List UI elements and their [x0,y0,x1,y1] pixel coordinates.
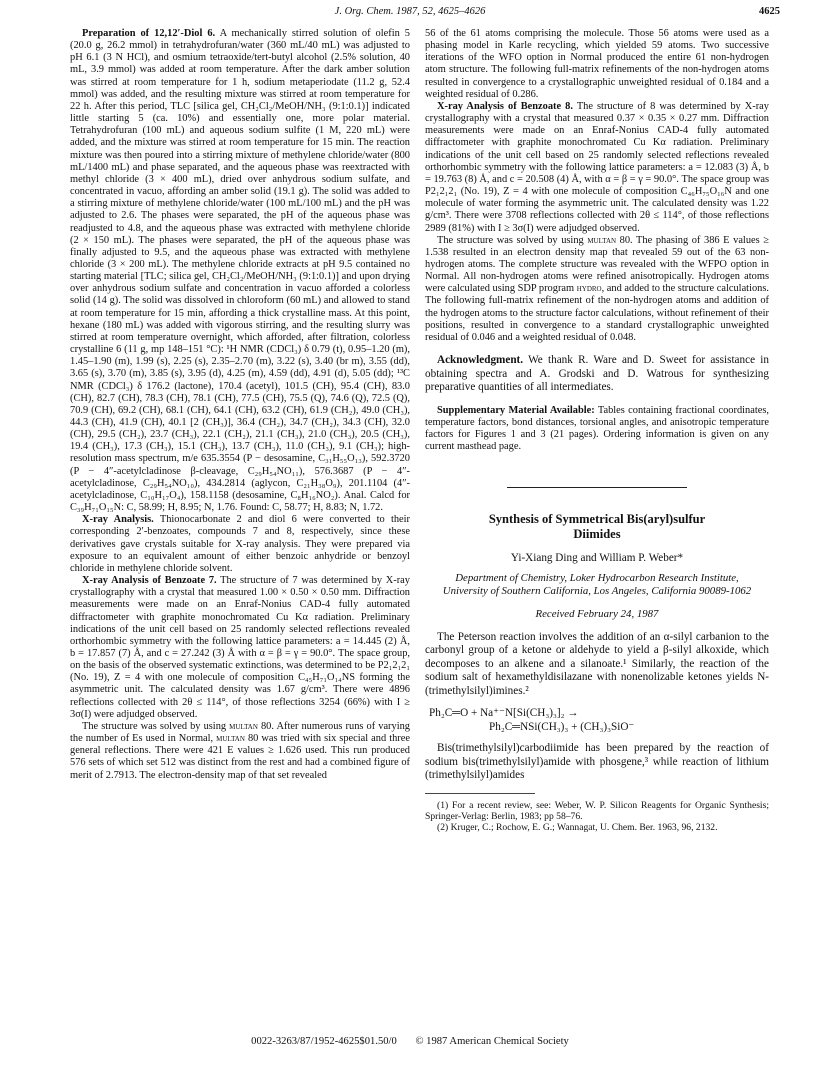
supplementary-text: Tables containing fractional coordinates, temperature factors, bond distances, torsional angles, and anisotropic temperature factors for Figures 1 and 3 (21 pages). Ordering information is given on any current masthead page. [425,404,769,453]
footnote-1: (1) For a recent review, see: Weber, W. P. Silicon Reagents for Organic Synthesis; Springer-Verlag: Berlin, 1983; pp 58–76. [425,799,769,822]
intro-paragraph: The Peterson reaction involves the addition of an α-silyl carbanion to the carbonyl group of a ketone or aldehyde to yield a β-silyl alkoxide, which decomposes to an alkene and a silanoate.¹ Similarly, the reaction of the sodium salt of hexamethyldisilazane with nonenolizable ketones yields N-(trimethylsilyl)imines.² [425,630,769,697]
supplementary-heading: Supplementary Material Available: [437,404,595,416]
acknowledgment-text: We thank R. Ware and D. Sweet for assistance in obtaining spectra and A. Grodski and D. Watrous for synthesizing preparative quantities of all intermediates. [425,354,769,394]
run-in-heading: X-ray Analysis of Benzoate 7. [82,575,217,587]
paragraph-structure-solution-8 [425,235,769,344]
acknowledgment-heading: Acknowledgment. [437,354,524,367]
right-column [425,28,769,833]
text-run: was tried with six special and three general reflections. There were 421 E values ≥ 1.626 used. This run produced 576 sets of which set 512 was distinct from the rest and had a combined figure of merit of 2.7913. The electron-density map of that set revealed [70,733,410,781]
article-authors: Yi-Xiang Ding and William P. Weber* [510,552,684,565]
equation-line-2: Ph₂C═NSi(CH₃)₃ + (CH₃)₃SiO⁻ [489,721,635,733]
paragraph-benzoate-7 [70,575,410,721]
equation-line-1: Ph₂C═O + Na⁺⁻N[Si(CH₃)₃]₂ → [429,707,579,719]
running-header [40,6,780,22]
acknowledgment [425,354,769,395]
reaction-equation [425,706,769,734]
paragraph-text: A mechanically stirred solution of olefin 5 (20.0 g, 26.2 mmol) in tetrahydrofuran/water (360 mL/40 mL) was adjusted to pH 6.1 (3 N HCl), and osmium tetraoxide/tert-butyl alcohol (2.5% solution, 40 mL, 3.9 mmol) was added at room temperature. After the dark amber solution was stirred at room temperature for 1 h, sodium metaperiodate (11.2 g, 52.4 mmol) was added, and the resulting mixture was stirred at room temperature for 22 h. After this period, TLC [silica gel, CH₂Cl₂/MeOH/NH₃ (9:1:0.1)] indicated little starting 5 (ca. 10%) and essentially one, more polar material. Tetrahydrofuran (100 mL) and aqueous sodium sulfite (1 M, 220 mL) were added, and the mixture was stirred at room temperature for 15 min. The reaction mixture was then poured into a stirring mixture of methylene chloride/water (800 mL/1400 mL) and phase separated, and the aqueous phase was reextracted with methyl chloride (3 × 400 mL), dried over anhydrous sodium sulfate, and concentrated in vacuo, affording an amber solid (19.1 g). The solid was added to a stirring mixture of methylene chloride/water (100 mL/100 mL) and the pH was adjusted to 2.6. The phases were separated, the pH of the aqueous phase was readjusted to 4.8, and the aqueous phase was extracted with methylene chloride (2 × 150 mL). The phases were separated, the pH of the aqueous phase was finally adjusted to 9.5, and the aqueous phase was extracted with methylene chloride (3 × 200 mL). The methylene chloride extracts at pH 9.5 contained no starting material [TLC; silica gel, CH₂Cl₂/MeOH/NH₃ (9:1:0.1)] and upon drying over anhydrous sodium sulfate and concentration in vacuo afforded a colorless solid (14 g). The solid was dissolved in chloroform (60 mL) and allowed to stand at room temperature for 15 min, affording a thick crystalline mass. At this point, hexane (180 mL) was added with vigorous stirring, and the resulting slurry was stirred at room temperature overnight, which afforded, after filtration, colorless crystalline 6 (11 g, mp 148–151 °C): ¹H NMR (CDCl₃) δ 0.79 (t), 0.95–1.20 (m), 1.45–1.90 (m), 1.99 (s), 2.25 (s), 2.35–2.70 (m), 3.22 (s), 3.40 (br m), 3.55 (dd), 3.65 (s), 3.70 (m), 3.85 (s), 3.95 (d), 4.25 (m), 4.59 (dd), 4.91 (d), 5.05 (dd); ¹³C NMR (CDCl₃) δ 176.2 (lactone), 170.4 (acetyl), 101.5 (CH), 95.4 (CH), 83.0 (CH), 82.7 (CH), 78.3 (CH), 78.1 (CH), 77.5 (CH), 75.5 (Q), 74.6 (Q), 72.5 (Q), 70.9 (CH), 69.2 (CH), 68.1 (CH), 64.1 (CH), 63.2 (CH), 61.9 (CH₂), 49.0 (CH₃), 44.3 (CH), 41.9 (CH), 40.1 [2 (CH₃)], 36.4 (CH₂), 34.7 (CH₂), 34.3 (CH), 32.0 (CH), 29.5 (CH₂), 23.7 (CH₃), 22.1 (CH₂), 21.1 (CH₃), 21.0 (CH₃), 20.5 (CH₃), 19.4 (CH₃), 17.3 (CH₃), 15.1 (CH₃), 13.7 (CH₃), 11.0 (CH₃), 9.1 (CH₃); high-resolution mass spectrum, m/e 635.3554 (P − desosamine, C₃₁H₅₅O₁₃), 592.3720 (P − 4″-acetylcladinose β-cleavage, C₂₉H₅₄NO₁₁), 576.3687 (P − 4″-acetylcladinose, C₂₉H₅₄NO₁₀), 434.2814 (aglycon, C₂₁H₃₈O₉), 201.1104 (4″-acetylcladinose, C₁₀H₁₇O₄), 158.1158 (desosamine, C₈H₁₆NO₂). Anal. Calcd for C₃₉H₇₁O₁₅N: C, 58.99; H, 8.95; N, 1.76. Found: C, 58.77; H, 8.83; N, 1.72. [70,28,410,514]
text-run: . After numerous runs of varying the number of Es used in Normal, [70,720,410,745]
text-run: The structure was solved by using [82,720,230,732]
footnote-2: (2) Kruger, C.; Rochow, E. G.; Wannagat, U. Chem. Ber. 1963, 96, 2132. [437,821,718,833]
page-number: 4625 [759,6,780,17]
article-title: Synthesis of Symmetrical Bis(aryl)sulfur Diimides [488,512,706,542]
text-run: . The phasing of 386 E values ≥ 1.538 resulted in an electron density map that revealed 59 out of the 63 non-hydrogen atoms. The complete structure was revealed with the WFPO option in Normal. All non-hydrogen atoms were refined anisotropically. Hydrogen atoms were calculated using SDP program [425,234,769,295]
page-footer [0,1036,820,1047]
paragraph-text: The structure of 7 was determined by X-ray crystallography with a crystal that measured 1.00 × 0.50 × 0.50 mm. Diffraction measurements were made on an Enraf-Nonius CAD-4 fully automated diffractometer with graphite monochromated Cu Kα radiation. Preliminary indications of the unit cell based on 25 randomly selected reflections revealed orthorhombic symmetry with the following lattice parameters: a = 14.445 (2) Å, b = 17.857 (7) Å, and c = 27.242 (3) Å with α = β = γ = 90.0°. The space group, on the basis of the observed systematic extinctions, was determined to be P2₁2₁2₁ (No. 19), Z = 4 with one molecule of composition C₄₅H₇₁O₁₄NS forming the asymmetric unit. The calculated density was 1.67 g/cm³. There were 4896 reflections collected with 2θ ≤ 114°, of those reflections 3254 (66%) with I ≥ 3σ(I) were adjudged observed. [70,575,410,720]
paragraph-benzoate-8 [425,101,769,235]
paragraph-xray-analysis [70,514,410,575]
left-column [70,28,410,782]
paragraph-continued: 56 of the 61 atoms comprising the molecule. Those 56 atoms were used as a phasing model in Karle recycling, which yielded 59 atoms. Two successive iterations of the WFO option in Normal produced the entire 61 non-hydrogen atom structure. The following full-matrix refinements of the non-hydrogen atoms resulted in convergence to a crystallographic unweighted residual of 0.184 and a weighted residual of 0.286. [425,28,769,100]
supplementary-material [425,405,769,454]
journal-citation: J. Org. Chem. 1987, 52, 4625–4626 [334,6,486,17]
run-in-heading: X-ray Analysis of Benzoate 8. [437,100,573,112]
run-in-heading: X-ray Analysis. [82,514,154,526]
paragraph-text: The structure of 8 was determined by X-ray crystallography with a crystal that measured 0.37 × 0.35 × 0.27 mm. Diffraction measurements were made on an Enraf-Nonius CAD-4 fully automated diffractometer with graphite monochromated Cu Kα radiation. Preliminary indications of the unit cell based on 25 randomly selected reflections revealed orthorhombic symmetry with the following lattice parameters: a = 12.083 (3) Å, b = 19.763 (8) Å, and c = 20.508 (4) Å, with α = β = γ = 90.0°. The space group was P2₁2₁2₁ (No. 19), Z = 4 with one molecule of composition C₄₆H₇₅O₁₆N and one molecule of water forming the asymmetric unit. The calculated density was 1.22 g/cm³. There were 3708 reflections collected with 2θ ≤ 114°, of those reflections 2989 (81%) with I ≥ 3σ(I) were adjudged observed. [425,100,769,234]
text-run: The structure was solved by using [437,234,588,246]
section-divider [507,487,687,488]
copyright-notice: © 1987 American Chemical Society [415,1036,569,1047]
paragraph-structure-solution [70,721,410,782]
footnote-rule [425,793,535,794]
article-body [425,631,769,783]
program-name: multan 80 [229,720,272,732]
intro-paragraph-2: Bis(trimethylsilyl)carbodiimide has been prepared by the reaction of sodium bis(trimethylsilyl)amide with phosgene,³ while reaction of lithium (trimethylsilyl)amides [425,742,769,781]
article-code: 0022-3263/87/1952-4625$01.50/0 [251,1036,397,1047]
paragraph-diol-preparation [70,28,410,514]
paragraph-text: Thionocarbonate 2 and diol 6 were converted to their corresponding 2′-benzoates, compounds 7 and 8, respectively, since these derivatives gave crystals suitable for X-ray analysis. They were prepared via exposure to an equivalent amount of either benzoic anhydride or benzoyl chloride in methylene chloride solvent. [70,514,411,574]
program-name: multan 80 [216,733,259,745]
author-affiliation: Department of Chemistry, Loker Hydrocarbon Research Institute, University of Southern California, Los Angeles, California 90089-1062 [442,572,752,598]
text-run: , and added to the structure calculations. The following full-matrix refinement of the non-hydrogen atoms and addition of the hydrogen atoms to the structure factor calculations, without refinement of their positions, resulted in convergence to a standard crystallographic unweighted residual of 0.046 and a weighted residual of 0.048. [425,283,769,343]
program-name: multan 80 [587,234,631,246]
program-name: hydro [576,283,602,295]
run-in-heading: Preparation of 12,12′-Diol 6. [82,28,216,39]
received-date: Received February 24, 1987 [535,608,659,621]
